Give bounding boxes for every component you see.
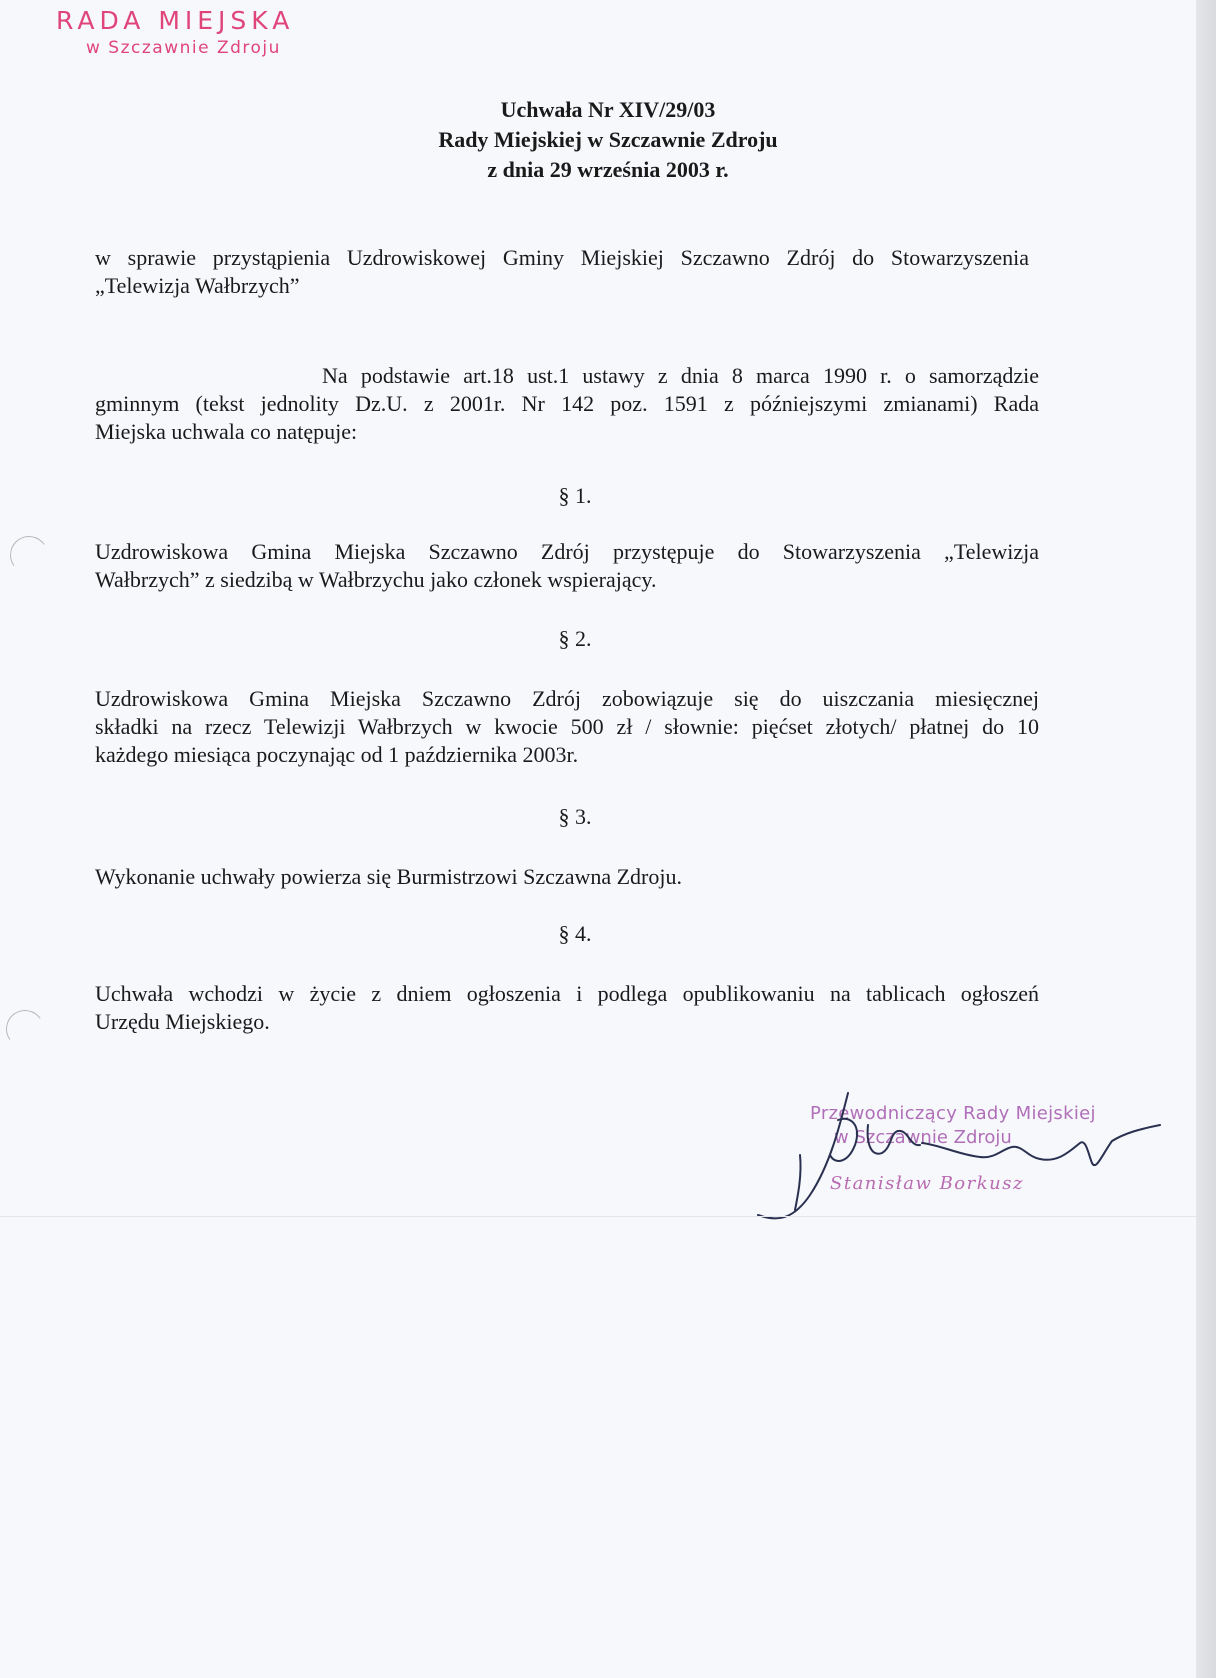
chairman-stamp-name: Stanisław Borkusz: [830, 1173, 1024, 1194]
resolution-date: z dnia 29 września 2003 r.: [487, 157, 729, 182]
section-line: Uchwała wchodzi w życie z dniem ogłoszenia i podlega opublikowaniu na tablicach ogłoszeń: [95, 981, 1039, 1006]
section-line: Wałbrzych” z siedzibą w Wałbrzychu jako członek wspierający.: [95, 567, 657, 592]
section-line: Wykonanie uchwały powierza się Burmistrzowi Szczawna Zdroju.: [95, 864, 682, 889]
council-stamp: [56, 6, 294, 60]
section-3-heading: § 3.: [558, 804, 592, 829]
preamble-line: Na podstawie art.18 ust.1 ustawy z dnia 8 marca 1990 r. o samorządzie: [322, 363, 1039, 388]
resolution-issuer: Rady Miejskiej w Szczawnie Zdroju: [438, 127, 778, 152]
resolution-number: Uchwała Nr XIV/29/03: [500, 97, 716, 122]
council-stamp-line2: w Szczawnie Zdroju: [86, 38, 281, 58]
section-2-body: [95, 685, 1039, 769]
chairman-stamp-title: Przewodniczący Rady Miejskiej: [810, 1103, 1096, 1124]
resolution-header: [0, 95, 1196, 185]
section-2-heading: § 2.: [558, 626, 592, 651]
section-line: Uzdrowiskowa Gmina Miejska Szczawno Zdrój zobowiązuje się do uiszczania miesięcznej: [95, 686, 1039, 711]
preamble-line: gminnym (tekst jednolity Dz.U. z 2001r. Nr 142 poz. 1591 z późniejszymi zmianami) Rada: [95, 391, 1039, 416]
section-line: składki na rzecz Telewizji Wałbrzych w kwocie 500 zł / słownie: pięćset złotych/ płatnej do 10: [95, 714, 1039, 739]
section-4-body: [95, 980, 1039, 1036]
fold-line: [0, 1216, 1196, 1217]
section-line: Uzdrowiskowa Gmina Miejska Szczawno Zdrój przystępuje do Stowarzyszenia „Telewizja: [95, 539, 1039, 564]
scan-edge: [1196, 0, 1216, 1678]
preamble: [95, 362, 1039, 446]
subject-line: „Telewizja Wałbrzych”: [95, 273, 300, 298]
preamble-line: Miejska uchwala co natępuje:: [95, 419, 358, 444]
section-line: każdego miesiąca poczynając od 1 października 2003r.: [95, 742, 579, 767]
section-1-body: [95, 538, 1039, 594]
section-line: Urzędu Miejskiego.: [95, 1009, 270, 1034]
council-stamp-line1: RADA MIEJSKA: [56, 6, 295, 35]
section-1-heading: § 1.: [558, 483, 592, 508]
section-3-body: [95, 863, 1039, 891]
handwritten-signature-icon: [740, 1085, 1180, 1225]
punch-hole-icon: [3, 1007, 47, 1051]
section-4-heading: § 4.: [558, 921, 592, 946]
punch-hole-icon: [7, 533, 51, 577]
resolution-subject: [95, 244, 1029, 300]
subject-line: w sprawie przystąpienia Uzdrowiskowej Gminy Miejskiej Szczawno Zdrój do Stowarzyszenia: [95, 245, 1029, 270]
chairman-stamp-place: w Szczawnie Zdroju: [834, 1127, 1012, 1148]
